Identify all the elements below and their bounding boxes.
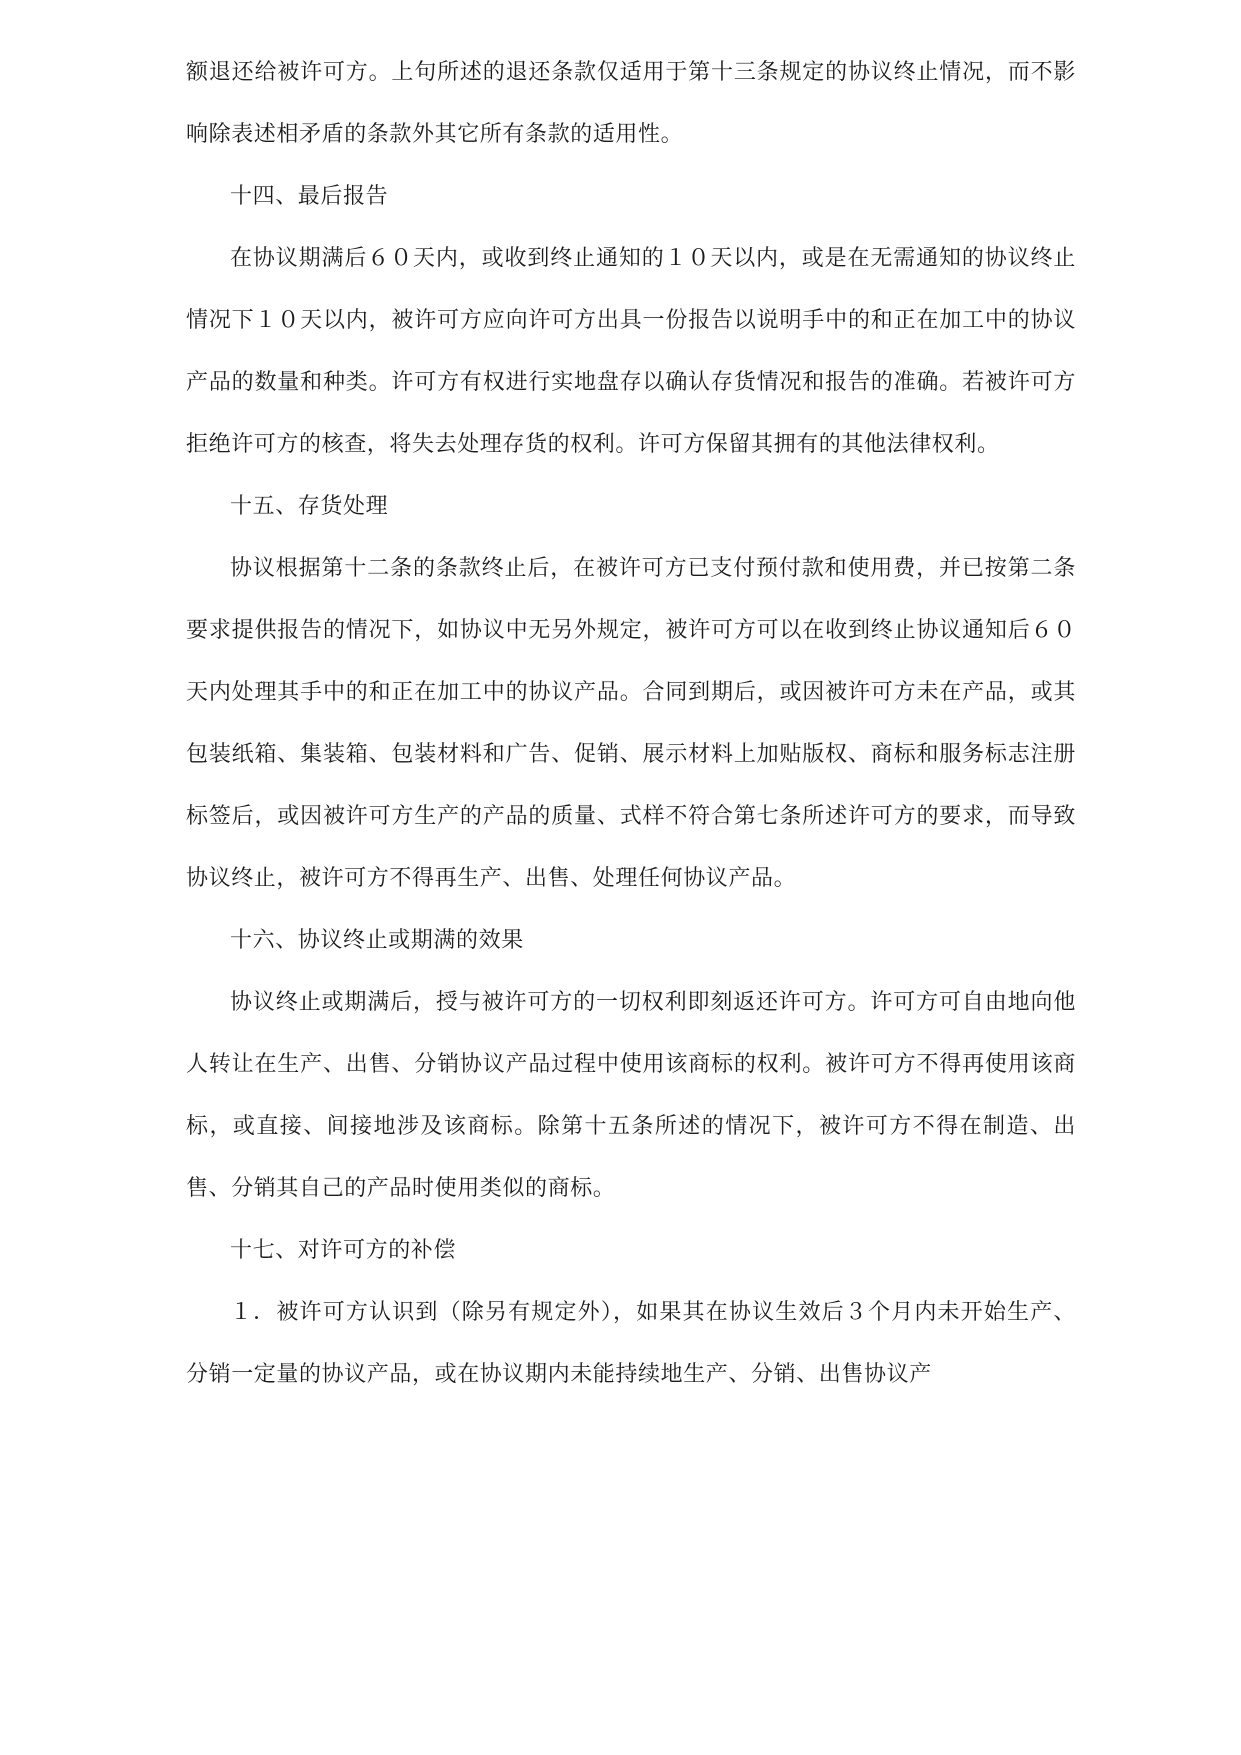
- section-body-15: 协议根据第十二条的条款终止后，在被许可方已支付预付款和使用费，并已按第二条要求提供报告的情况下，如协议中无另外规定，被许可方可以在收到终止协议通知后６０天内处理其手中的和正在加工中的协议产品。合同到期后，或因被许可方未在产品，或其包装纸箱、集装箱、包装材料和广告、促销、展示材料上加贴版权、商标和服务标志注册标签后，或因被许可方生产的产品的质量、式样不符合第七条所述许可方的要求，而导致协议终止，被许可方不得再生产、出售、处理任何协议产品。: [186, 556, 1076, 891]
- section-heading-16: 十六、协议终止或期满的效果: [230, 928, 524, 953]
- section-heading-17: 十七、对许可方的补偿: [230, 1238, 457, 1263]
- section-heading-15: 十五、存货处理: [230, 494, 389, 519]
- section-body-17-item-1: １．被许可方认识到（除另有规定外），如果其在协议生效后３个月内未开始生产、分销一定量的协议产品，或在协议期内未能持续地生产、分销、出售协议产: [186, 1300, 1076, 1387]
- document-body: [186, 42, 1076, 1406]
- section-body-16: 协议终止或期满后，授与被许可方的一切权利即刻返还许可方。许可方可自由地向他人转让在生产、出售、分销协议产品过程中使用该商标的权利。被许可方不得再使用该商标，或直接、间接地涉及该商标。除第十五条所述的情况下，被许可方不得在制造、出售、分销其自己的产品时使用类似的商标。: [186, 990, 1076, 1201]
- continuation-paragraph: 额退还给被许可方。上句所述的退还条款仅适用于第十三条规定的协议终止情况，而不影响除表述相矛盾的条款外其它所有条款的适用性。: [186, 60, 1076, 147]
- section-heading-14: 十四、最后报告: [230, 184, 389, 209]
- section-body-14: 在协议期满后６０天内，或收到终止通知的１０天以内，或是在无需通知的协议终止情况下１０天以内，被许可方应向许可方出具一份报告以说明手中的和正在加工中的协议产品的数量和种类。许可方有权进行实地盘存以确认存货情况和报告的准确。若被许可方拒绝许可方的核查，将失去处理存货的权利。许可方保留其拥有的其他法律权利。: [186, 246, 1076, 457]
